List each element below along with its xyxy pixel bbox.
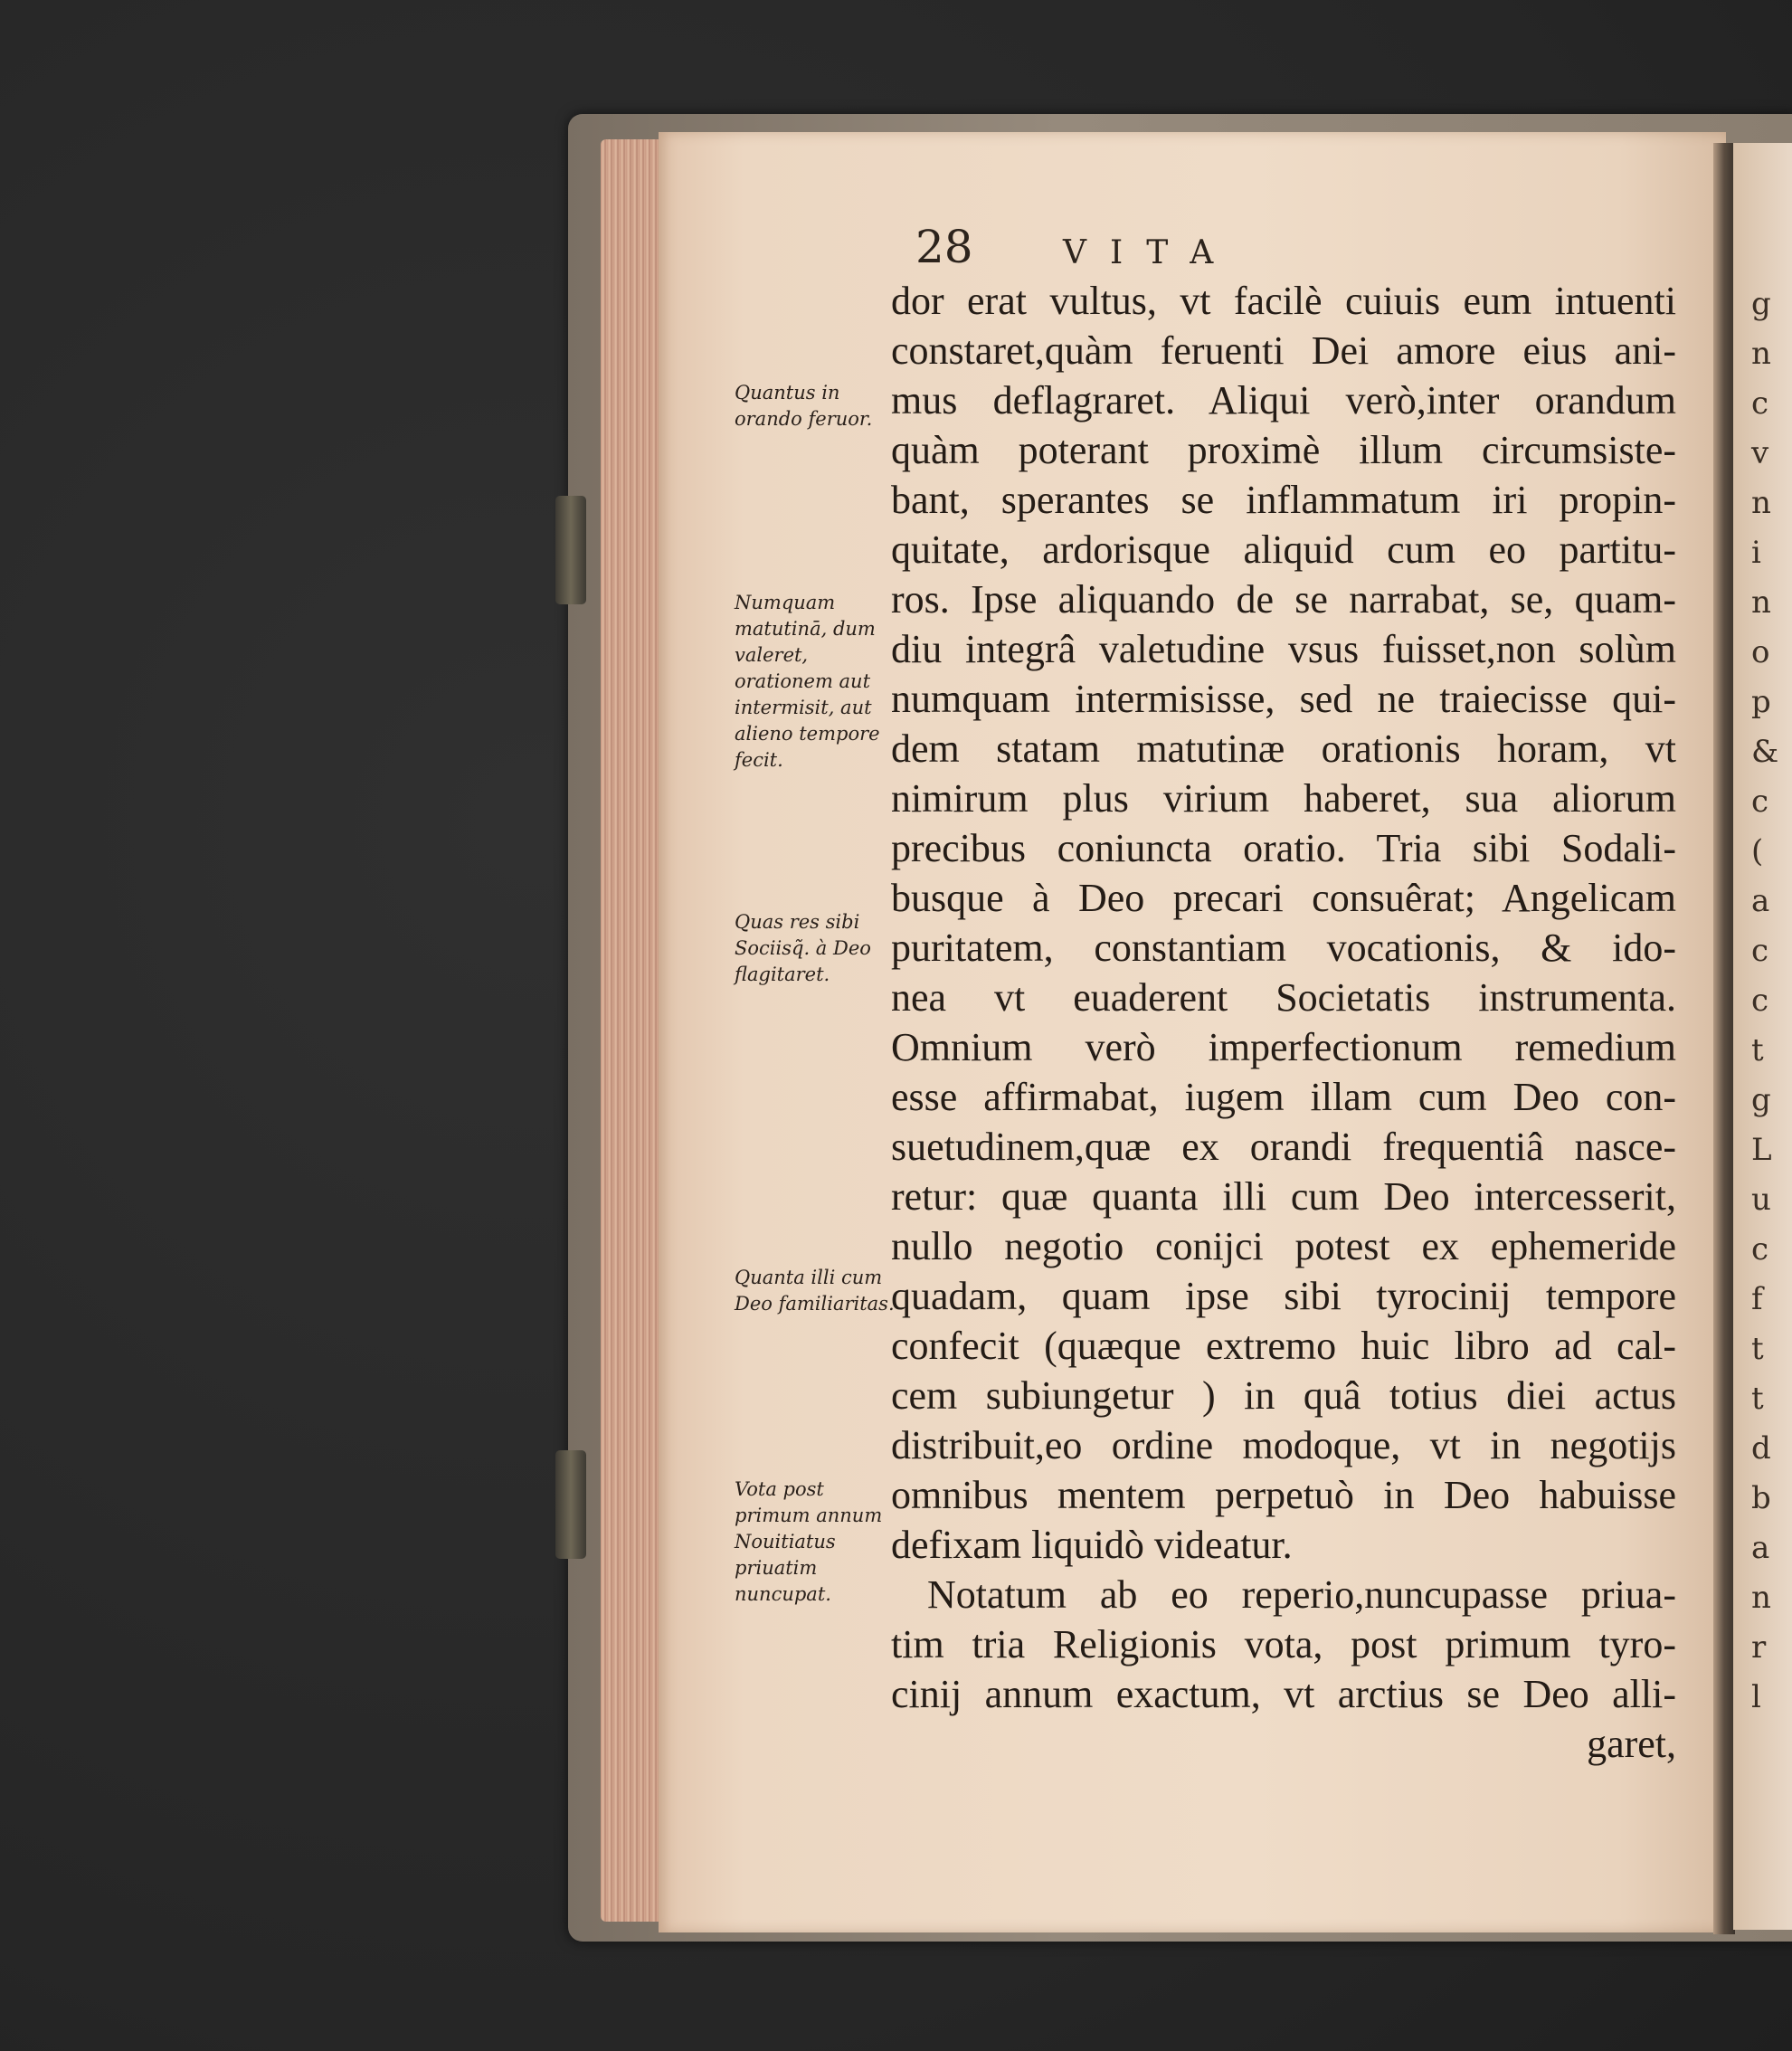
facing-page-letter: n <box>1751 485 1771 521</box>
text-line: Omnium verò imperfectionum remedium <box>891 1025 1676 1069</box>
page-number: 28 <box>915 221 973 273</box>
text-line: cem subiungetur ) in quâ totius diei actus <box>891 1373 1676 1418</box>
text-line: omnibus mentem perpetuò in Deo habuisse <box>891 1473 1676 1517</box>
text-line: suetudinem,quæ ex orandi frequentiâ nasce- <box>891 1125 1676 1169</box>
facing-page-letter: i <box>1751 535 1761 571</box>
margin-note: Numquam matutinā, dum valeret, orationem aut intermisit, aut alieno tempore fecit. <box>735 592 880 771</box>
facing-page-letter: n <box>1751 1580 1771 1616</box>
text-line: esse affirmabat, iugem illam cum Deo con- <box>891 1075 1676 1119</box>
text-line: retur: quæ quanta illi cum Deo intercesserit, <box>891 1174 1676 1219</box>
facing-page-letter: g <box>1751 1082 1771 1118</box>
facing-page-letter: v <box>1751 435 1769 471</box>
text-line: numquam intermisisse, sed ne traiecisse qui- <box>891 677 1676 721</box>
text-line: quadam, quam ipse sibi tyrocinij tempore <box>891 1274 1676 1318</box>
margin-note: Quanta illi cum Deo familiaritas. <box>735 1267 895 1315</box>
facing-page-letter: ( <box>1751 833 1764 869</box>
upper-clasp <box>555 496 586 604</box>
facing-page-letter: f <box>1751 1281 1763 1317</box>
facing-page-letter: a <box>1751 1530 1770 1566</box>
margin-note: Quas res sibi Sociisq̃. à Deo flagitaret. <box>735 911 871 985</box>
facing-page-letter: p <box>1751 684 1771 720</box>
text-line: constaret,quàm feruenti Dei amore eius ani- <box>891 328 1676 373</box>
margin-note: Quantus in orando feruor. <box>735 382 873 430</box>
facing-page-letter: c <box>1751 385 1769 422</box>
facing-page-letter: l <box>1751 1679 1761 1715</box>
facing-page-letter: & <box>1751 734 1779 770</box>
page-edges <box>601 139 666 1922</box>
text-line: nullo negotio conijci potest ex ephemeride <box>891 1224 1676 1268</box>
text-line: defixam liquidò videatur. <box>891 1523 1293 1567</box>
text-line: nimirum plus virium haberet, sua aliorum <box>891 776 1676 821</box>
facing-page-letter: d <box>1751 1430 1771 1467</box>
facing-page-letter: g <box>1751 286 1771 322</box>
book-gutter <box>1713 143 1735 1934</box>
running-head: VITA <box>1063 234 1237 271</box>
facing-page-letter: b <box>1751 1480 1771 1516</box>
facing-page-letter: c <box>1751 933 1769 969</box>
facing-page-letter: t <box>1751 1381 1764 1417</box>
text-line: puritatem, constantiam vocationis, & ido- <box>891 926 1676 970</box>
text-line: nea vt euaderent Societatis instrumenta. <box>891 975 1676 1020</box>
facing-page-fragment <box>1733 143 1792 1930</box>
catchword: garet, <box>1587 1722 1676 1766</box>
text-line: diu integrâ valetudine vsus fuisset,non solùm <box>891 627 1676 671</box>
text-line: mus deflagraret. Aliqui verò,inter orandum <box>891 378 1676 423</box>
facing-page-letter: t <box>1751 1331 1764 1367</box>
facing-page-letter: n <box>1751 336 1771 372</box>
text-line: precibus coniuncta oratio. Tria sibi Sodali- <box>891 826 1676 870</box>
facing-page-letter: L <box>1751 1132 1772 1168</box>
text-line: quàm poterant proximè illum circumsiste- <box>891 428 1676 472</box>
text-line: bant, sperantes se inflammatum iri propin- <box>891 478 1676 522</box>
text-line: distribuit,eo ordine modoque, vt in negotijs <box>891 1423 1676 1467</box>
facing-page-letter: o <box>1751 634 1770 670</box>
text-line: dem statam matutinæ orationis horam, vt <box>891 726 1676 771</box>
margin-note: Vota post primum annum Nouitiatus priuatim nuncupat. <box>735 1478 883 1605</box>
facing-page-letter: u <box>1751 1182 1771 1218</box>
facing-page-letter: a <box>1751 883 1770 919</box>
facing-page-letter: t <box>1751 1032 1764 1068</box>
facing-page-letter: r <box>1751 1629 1767 1666</box>
body-text <box>891 276 1676 1769</box>
text-line: ros. Ipse aliquando de se narrabat, se, quam- <box>891 577 1676 622</box>
facing-page-letter: c <box>1751 783 1769 820</box>
facing-page-letter: c <box>1751 983 1769 1019</box>
facing-page-letter: c <box>1751 1231 1769 1268</box>
text-line: confecit (quæque extremo huic libro ad cal- <box>891 1324 1676 1368</box>
text-line: Notatum ab eo reperio,nuncupasse priua- <box>927 1572 1676 1617</box>
text-line: quitate, ardorisque aliquid cum eo partitu- <box>891 527 1676 572</box>
text-line: busque à Deo precari consuêrat; Angelicam <box>891 876 1676 920</box>
text-line: cinij annum exactum, vt arctius se Deo alli- <box>891 1672 1676 1716</box>
text-line: tim tria Religionis vota, post primum tyro- <box>891 1622 1676 1666</box>
facing-page-letter: n <box>1751 584 1771 621</box>
lower-clasp <box>555 1450 586 1559</box>
text-line: dor erat vultus, vt facilè cuiuis eum intuenti <box>891 279 1676 323</box>
